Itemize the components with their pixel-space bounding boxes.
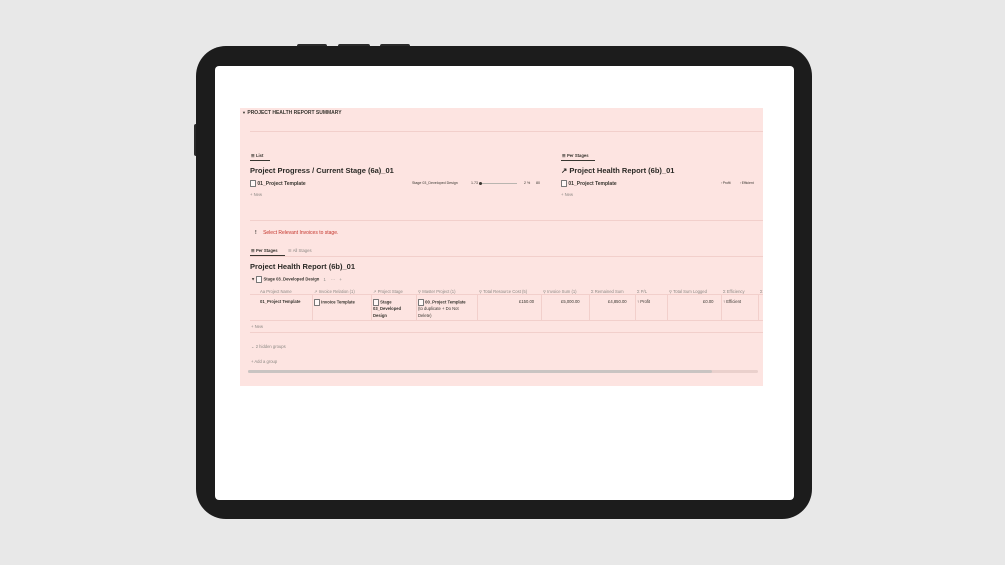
arrow-up-right-icon: ↗ bbox=[561, 166, 568, 175]
add-group-label: Add a group bbox=[254, 359, 278, 364]
right-row-name[interactable] bbox=[561, 180, 617, 187]
cell-project-name[interactable]: 01_Project Template bbox=[260, 299, 301, 304]
up-arrow-icon: ↑ bbox=[740, 181, 742, 185]
right-view-title-text: Project Health Report (6b)_01 bbox=[569, 166, 675, 175]
tab-list-underline bbox=[250, 160, 270, 161]
left-new-button[interactable] bbox=[250, 192, 262, 197]
cell-project-stage-line: 03_Developed bbox=[373, 306, 402, 312]
text-icon: Aa bbox=[260, 289, 266, 294]
divider bbox=[250, 256, 763, 257]
column-label: Project Name bbox=[266, 289, 292, 294]
column-label: Master Project (1) bbox=[422, 289, 456, 294]
column-divider bbox=[477, 294, 478, 320]
page-icon bbox=[250, 180, 256, 187]
list-icon: ☰ bbox=[251, 153, 255, 158]
column-header-overflow-icon[interactable]: Σ bbox=[760, 289, 763, 294]
page-icon bbox=[314, 299, 320, 306]
right-row-tag-efficient bbox=[740, 181, 754, 185]
column-label: Invoice Relation (1) bbox=[318, 289, 355, 294]
cell-project-stage[interactable] bbox=[373, 299, 401, 320]
column-divider bbox=[721, 294, 722, 320]
cell-invoice-relation-text: Invoice Template bbox=[321, 299, 355, 305]
page-icon bbox=[256, 276, 262, 283]
exclamation-icon: ! bbox=[255, 230, 257, 236]
column-divider bbox=[312, 294, 313, 320]
column-label: Total Resource Cost (5) bbox=[483, 289, 528, 294]
cell-master-project-line: (to duplicate + Do Not bbox=[418, 306, 459, 312]
sigma-icon: Σ bbox=[723, 289, 726, 294]
left-row-stage: Stage 03_Developed Design bbox=[412, 181, 458, 185]
tab-per-stages-label: Per Stages bbox=[255, 248, 278, 253]
divider bbox=[250, 332, 763, 333]
horizontal-scrollbar[interactable] bbox=[248, 370, 758, 373]
page-icon bbox=[373, 299, 379, 306]
cell-pl-text: Profit bbox=[640, 299, 651, 304]
sigma-icon: Σ bbox=[591, 289, 594, 294]
right-new-button[interactable] bbox=[561, 192, 573, 197]
horizontal-scrollbar-thumb[interactable] bbox=[248, 370, 712, 373]
column-divider bbox=[667, 294, 668, 320]
right-row-name-text: 01_Project Template bbox=[568, 180, 617, 187]
column-divider bbox=[589, 294, 590, 320]
tab-list[interactable] bbox=[251, 153, 263, 158]
progress-slider-thumb[interactable] bbox=[479, 182, 482, 185]
callout bbox=[255, 230, 338, 236]
cell-total-resource-cost[interactable]: £150.00 bbox=[519, 299, 535, 304]
hidden-groups-toggle[interactable] bbox=[251, 344, 286, 349]
column-label: Project Stage bbox=[377, 289, 403, 294]
chevron-down-icon: ⌄ bbox=[251, 344, 255, 349]
cell-master-project[interactable] bbox=[418, 299, 466, 320]
summary-toggle[interactable] bbox=[242, 110, 342, 116]
cell-remained-sum[interactable]: £4,850.00 bbox=[608, 299, 627, 304]
column-label: Efficiency bbox=[726, 289, 745, 294]
summary-toggle-label: PROJECT HEALTH REPORT SUMMARY bbox=[247, 110, 342, 116]
table-new-button[interactable] bbox=[251, 324, 263, 329]
tab-per-stages-underline bbox=[561, 160, 595, 161]
tab-all-stages-label: All Stages bbox=[292, 248, 312, 253]
group-label: Stage 03_Developed Design bbox=[263, 276, 320, 282]
tab-per-stages[interactable] bbox=[251, 248, 278, 253]
divider bbox=[250, 131, 763, 132]
left-row-name[interactable] bbox=[250, 180, 306, 187]
tag-profit-text: Profit bbox=[722, 181, 731, 185]
cell-invoice-relation[interactable] bbox=[314, 299, 355, 306]
column-label: Invoice Sum (1) bbox=[547, 289, 577, 294]
progress-slider[interactable] bbox=[480, 183, 517, 184]
tag-efficient-text: Efficient bbox=[741, 181, 754, 185]
up-arrow-icon: ↑ bbox=[723, 299, 726, 304]
up-arrow-icon: ↑ bbox=[721, 181, 723, 185]
search-icon: ⚲ bbox=[418, 289, 422, 294]
left-row-name-text: 01_Project Template bbox=[257, 180, 306, 187]
column-label: Remained Sum bbox=[594, 289, 624, 294]
plus-icon[interactable]: + bbox=[339, 276, 342, 282]
cell-efficiency-text: Efficient bbox=[726, 299, 742, 304]
arrow-up-right-icon: ↗ bbox=[373, 289, 377, 294]
table-title[interactable]: Project Health Report (6b)_01 bbox=[250, 262, 356, 271]
left-row-progress: 2 % bbox=[524, 181, 531, 185]
cell-master-project-line: 00_Project Template bbox=[425, 299, 466, 305]
add-group-button[interactable] bbox=[251, 359, 277, 364]
tab-per-stages-top-label: Per Stages bbox=[566, 153, 589, 158]
left-view-title[interactable]: Project Progress / Current Stage (6a)_01 bbox=[250, 166, 394, 175]
table-header-divider bbox=[250, 294, 763, 295]
page-icon bbox=[418, 299, 424, 306]
right-view-title[interactable] bbox=[561, 166, 674, 175]
column-divider bbox=[758, 294, 759, 320]
column-divider bbox=[416, 294, 417, 320]
divider bbox=[250, 220, 763, 221]
plus-icon: + bbox=[251, 359, 254, 364]
cell-efficiency[interactable] bbox=[723, 299, 741, 304]
cell-project-stage-line: Design bbox=[373, 313, 387, 319]
group-header[interactable] bbox=[251, 276, 342, 283]
column-label: Total Sum Logged bbox=[673, 289, 707, 294]
right-new-label: New bbox=[564, 192, 574, 197]
search-icon: ⚲ bbox=[543, 289, 547, 294]
table-icon: ☰ bbox=[251, 248, 255, 253]
tablet-screen bbox=[215, 66, 794, 500]
left-row-count: 80 bbox=[536, 181, 540, 185]
cell-project-stage-line: Stage bbox=[380, 299, 392, 305]
health-report-panel bbox=[240, 108, 763, 386]
cell-master-project-line: Delete) bbox=[418, 313, 432, 319]
group-count: 1 bbox=[323, 276, 326, 282]
right-row-tag-profit bbox=[721, 181, 731, 185]
cell-pl[interactable] bbox=[637, 299, 650, 304]
cell-invoice-sum[interactable]: £5,000.00 bbox=[561, 299, 580, 304]
left-new-label: New bbox=[253, 192, 263, 197]
cell-total-sum-logged[interactable]: £0.00 bbox=[703, 299, 714, 304]
search-icon: ⚲ bbox=[479, 289, 483, 294]
hidden-groups-label: 2 hidden groups bbox=[255, 344, 286, 349]
more-icon[interactable]: ⋯ bbox=[331, 276, 336, 282]
up-arrow-icon: ↑ bbox=[637, 299, 640, 304]
column-divider bbox=[371, 294, 372, 320]
sigma-icon: Σ bbox=[637, 289, 640, 294]
plus-icon: + bbox=[561, 192, 564, 197]
column-divider bbox=[635, 294, 636, 320]
table-row-divider bbox=[250, 320, 763, 321]
table-new-label: New bbox=[254, 324, 264, 329]
toggle-triangle-icon: ▼ bbox=[242, 110, 246, 115]
tab-list-label: List bbox=[255, 153, 264, 158]
page-icon bbox=[561, 180, 567, 187]
table-icon: ☰ bbox=[562, 153, 566, 158]
column-label: P/L bbox=[640, 289, 648, 294]
tab-per-stages-top[interactable] bbox=[562, 153, 589, 158]
toggle-triangle-icon: ▼ bbox=[251, 276, 256, 282]
table-icon: ☰ bbox=[288, 248, 292, 253]
tab-all-stages[interactable] bbox=[288, 248, 312, 253]
search-icon: ⚲ bbox=[669, 289, 673, 294]
left-row-value: 1.73 bbox=[471, 181, 478, 185]
column-divider bbox=[541, 294, 542, 320]
arrow-up-right-icon: ↗ bbox=[314, 289, 318, 294]
callout-text: Select Relevant Invoices to stage. bbox=[263, 230, 339, 236]
plus-icon: + bbox=[250, 192, 253, 197]
plus-icon: + bbox=[251, 324, 254, 329]
